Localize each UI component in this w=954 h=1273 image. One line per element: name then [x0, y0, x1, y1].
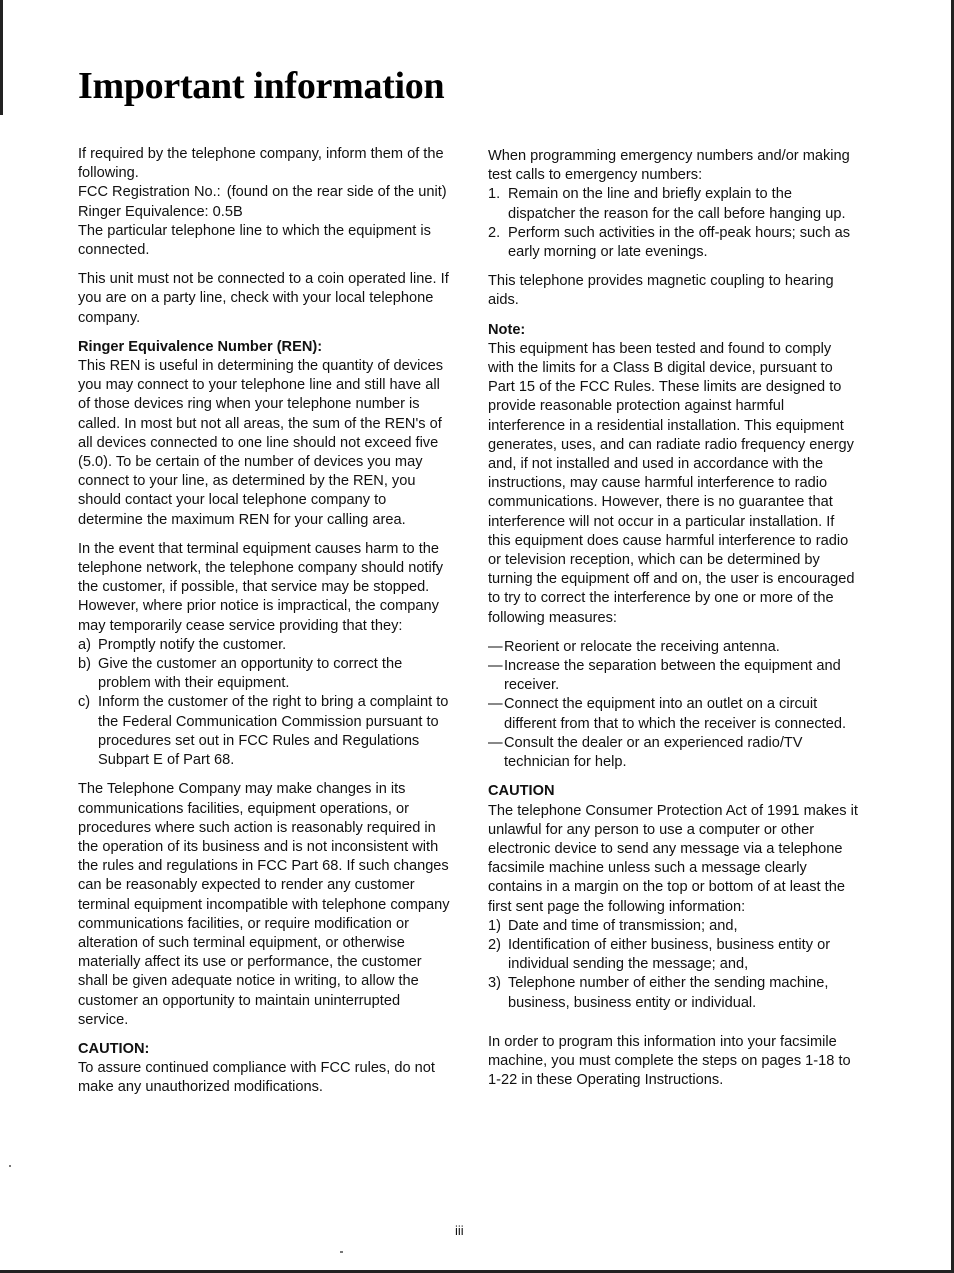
scan-speck: [340, 1251, 343, 1253]
tcpa-list: [488, 917, 858, 1013]
telephone-line-text: The particular telephone line to which the equipment is connected.: [78, 222, 431, 259]
list-item: [488, 936, 858, 974]
caution-paragraph: To assure continued compliance with FCC rules, do not make any unauthorized modifications.: [78, 1060, 435, 1096]
fcc-registration-label: FCC Registration No.:: [78, 184, 221, 201]
list-item: [488, 638, 858, 657]
list-item: [488, 695, 858, 733]
scan-speck: [9, 1165, 11, 1167]
magnetic-coupling-paragraph: This telephone provides magnetic coupling to hearing aids.: [488, 273, 834, 309]
list-item: [488, 185, 858, 223]
ren-heading: Ringer Equivalence Number (REN):: [78, 338, 323, 355]
list-text: Inform the customer of the right to bring a complaint to the Federal Communication Commission pursuant to procedures set out in FCC Rules and Regulations Subpart E of Part 68.: [98, 694, 449, 769]
coin-line-paragraph: This unit must not be connected to a coin operated line. If you are on a party line, check with your local telephone company.: [78, 271, 449, 326]
emergency-list: [488, 185, 858, 262]
measures-list: [488, 638, 858, 772]
list-item: [78, 636, 450, 655]
emergency-paragraph: When programming emergency numbers and/or making test calls to emergency numbers:: [488, 148, 850, 184]
note-heading: Note:: [488, 321, 526, 338]
list-text: Perform such activities in the off-peak hours; such as early morning or late evenings.: [508, 224, 851, 261]
list-text: Consult the dealer or an experienced radio/TV technician for help.: [504, 734, 803, 771]
fcc-registration-row: [78, 183, 450, 202]
list-item: [488, 974, 858, 1012]
harm-list: [78, 636, 450, 770]
list-marker: —: [488, 638, 502, 655]
list-marker: —: [488, 734, 502, 751]
list-text: Connect the equipment into an outlet on a circuit different from that to which the receiver is connected.: [504, 696, 847, 732]
page-number: iii: [455, 1223, 464, 1238]
list-marker: —: [488, 696, 502, 713]
list-marker: 3): [488, 975, 501, 992]
list-text: Remain on the line and briefly explain to the dispatcher the reason for the call before hanging up.: [508, 186, 846, 222]
list-item: [488, 734, 858, 772]
caution-heading: CAUTION:: [78, 1040, 150, 1057]
right-column: [488, 147, 858, 1090]
fcc-registration-value: (found on the rear side of the unit): [226, 184, 447, 201]
tcpa-caution-paragraph: The telephone Consumer Protection Act of 1991 makes it unlawful for any person to use a computer or other electronic device to send any message via a telephone facsimile machine unless such a message clearly contains in a margin on the top or bottom of at least the first sent page the following information:: [488, 802, 858, 915]
list-marker: —: [488, 658, 502, 675]
list-marker: 2): [488, 936, 501, 953]
list-text: Promptly notify the customer.: [98, 636, 287, 653]
programming-paragraph: In order to program this information into your facsimile machine, you must complete the steps on pages 1-18 to 1-22 in these Operating Instructions.: [488, 1033, 851, 1089]
list-text: Date and time of transmission; and,: [508, 917, 738, 934]
note-paragraph: This equipment has been tested and found to comply with the limits for a Class B digital device, pursuant to Part 15 of the FCC Rules. These limits are designed to provide reasonable protection against harmful interference in a residential installation. This equipment generates, uses, and can radiate radio frequency energy and, if not installed and used in accordance with the instructions, may cause harmful interference to radio communications. However, there is no guarantee that interference will not occur in a particular installation. If this equipment does cause harmful interference to radio or television reception, which can be determined by turning the equipment off and on, the user is encouraged to try to correct the interference by one or more of the following measures:: [488, 340, 855, 626]
list-item: [488, 657, 858, 695]
list-marker: 1.: [488, 186, 501, 203]
scan-edge-left: [0, 0, 3, 115]
fcc-intro-text: If required by the telephone company, inform them of the following.: [78, 146, 444, 182]
ren-paragraph: This REN is useful in determining the quantity of devices you may connect to your telephone line and still have all of those devices ring when your telephone number is called. In most but not all areas, the sum of the REN's of all devices connected to one line should not exceed five (5.0). To be certain of the number of devices you may connect to your line, as determined by the REN, you should contact your local telephone company to determine the maximum REN for your calling area.: [78, 358, 444, 528]
list-item: [78, 693, 450, 770]
list-text: Increase the separation between the equipment and receiver.: [504, 658, 841, 694]
list-marker: 1): [488, 917, 501, 934]
left-column: [78, 145, 450, 1098]
tcpa-caution-heading: CAUTION: [488, 783, 555, 800]
list-item: [488, 224, 858, 262]
harm-paragraph: In the event that terminal equipment causes harm to the telephone network, the telephone company should notify the customer, if possible, that service may be stopped. However, where prior notice is impractical, the company may temporarily cease service providing that they:: [78, 540, 444, 634]
ringer-equivalence-text: Ringer Equivalence: 0.5B: [78, 203, 243, 220]
page-title: Important information: [78, 65, 445, 107]
changes-paragraph: The Telephone Company may make changes in its communications facilities, equipment operations, or procedures where such action is reasonably required in the operation of its business and is not inconsistent with the rules and regulations in FCC Part 68. If such changes can be reasonably expected to render any customer terminal equipment incompatible with telephone company communications facilities, or require modification or alteration of such terminal equipment, or otherwise materially affect its use or performance, the customer shall be given adequate notice in writing, to allow the customer an opportunity to maintain uninterrupted service.: [78, 781, 450, 1028]
list-item: [488, 917, 858, 936]
list-text: Telephone number of either the sending machine, business, business entity or individual.: [508, 975, 829, 1011]
list-marker: c): [78, 694, 91, 711]
list-text: Give the customer an opportunity to correct the problem with their equipment.: [98, 656, 403, 692]
list-text: Identification of either business, business entity or individual sending the message; and,: [508, 936, 831, 973]
list-text: Reorient or relocate the receiving antenna.: [504, 638, 780, 655]
list-marker: b): [78, 656, 91, 673]
list-marker: a): [78, 636, 91, 653]
list-item: [78, 655, 450, 693]
list-marker: 2.: [488, 224, 501, 241]
